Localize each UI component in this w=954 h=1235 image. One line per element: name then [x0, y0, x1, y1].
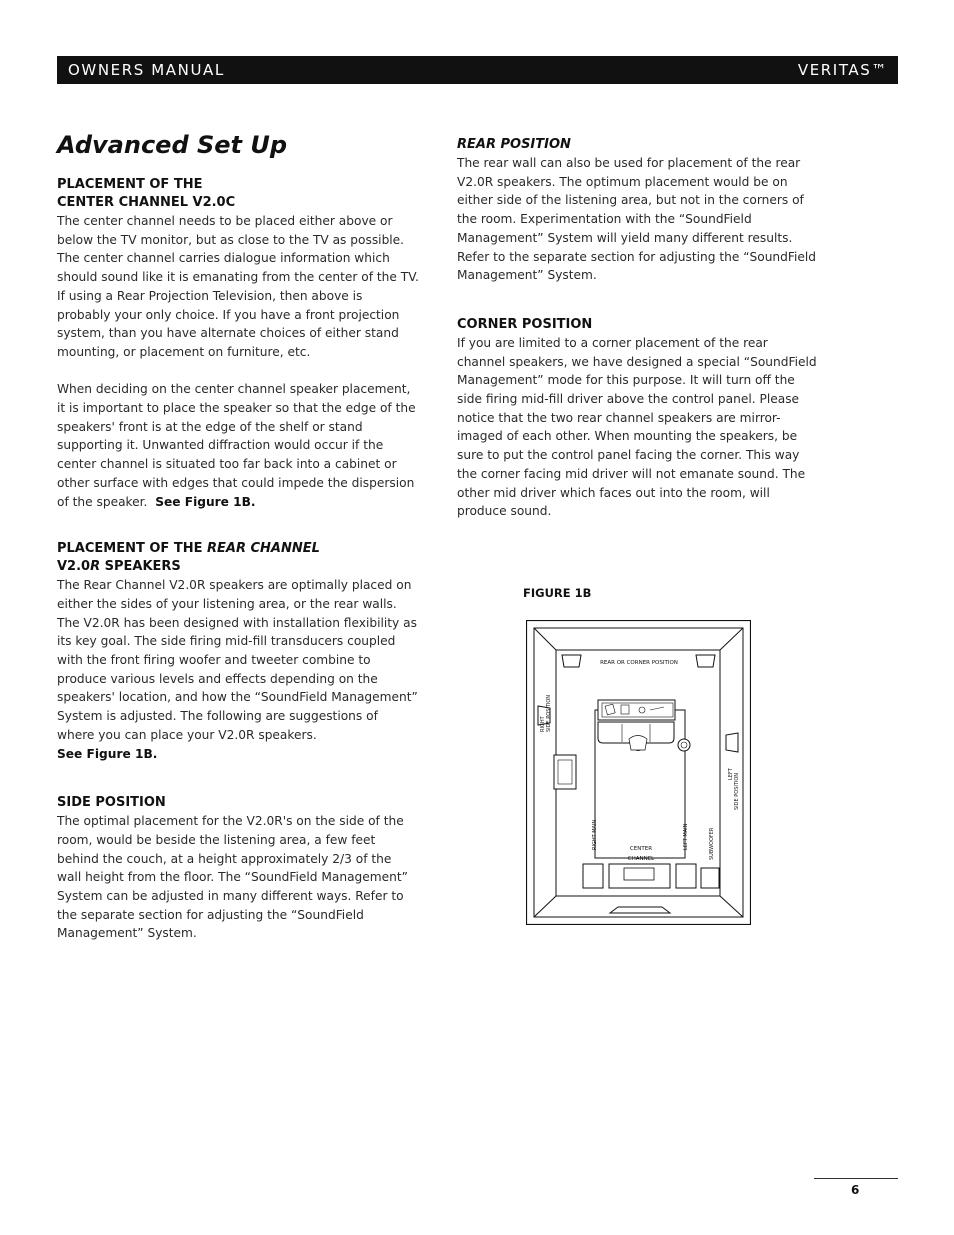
corner-position-para: If you are limited to a corner placement of the rear channel speakers, we have designed a special “SoundField Management” mode for this purpose. It will turn off the side firing mid-fill driver above the control panel. Please notice that the two rear channel speakers are mirror-imaged of each other. When mounting the speakers, be sure to put the control panel facing the corner. This way the corner facing mid driver will not emanate sound. The other mid driver which faces out into the room, will produce sound.	[457, 335, 817, 519]
header-brand-label: VERITAS™	[797, 61, 888, 79]
header-bar	[57, 56, 898, 84]
console-item-icon	[621, 705, 629, 714]
rear-position-para: The rear wall can also be used for placement of the rear V2.0R speakers. The optimum placement would be on either side of the listening area, but not in the corners of the room. Experimentation with the “SoundField Management” System will yield many different results. Refer to the separate section for adjusting the “SoundField Management” System.	[457, 156, 817, 283]
left-main-speaker-icon	[676, 864, 696, 888]
side-position-heading: SIDE POSITION	[57, 795, 166, 811]
plant-icon	[678, 739, 690, 751]
left-side-label-1: LEFT	[728, 768, 734, 780]
center-label-1: CENTER	[629, 846, 653, 852]
page-number: 6	[851, 1183, 860, 1197]
footer-rule	[814, 1178, 898, 1179]
center-channel-para1: The center channel needs to be placed either above or below the TV monitor, but as close to the TV as possible. The center channel carries dialogue information which should sound like it is emanating from the center of the TV. If using a Rear Projection Television, then above is probably your only choice. If you have a front projection system, than you have alternate choices of either stand mounting, or placement on furniture, etc.	[57, 214, 419, 359]
subwoofer-label: SUBWOOFER	[709, 827, 715, 860]
left-main-label: LEFT MAIN	[683, 823, 689, 850]
rear-channel-heading-a: PLACEMENT OF THE	[57, 541, 207, 557]
right-side-label-1: RIGHT	[540, 716, 546, 732]
rear-channel-heading-b: REAR CHANNEL	[207, 541, 320, 557]
front-door-icon	[610, 907, 670, 913]
console-item-icon	[639, 707, 645, 713]
side-position-para: The optimal placement for the V2.0R's on the side of the room, would be beside the listening area, a few feet behind the couch, at a height approximately 2/3 of the wall height from the floor. The “SoundField Management” System can be adjusted in many different ways. Refer to the separate section for adjusting the “SoundField Management” System.	[57, 814, 408, 941]
rear-channel-para-text: The Rear Channel V2.0R speakers are optimally placed on either the sides of your listening area, or the rear walls. The V2.0R has been designed with installation flexibility as its key goal. The side firing mid-fill transducers coupled with the front firing woofer and tweeter combine to produce various levels and effects depending on the speakers' location, and how the “SoundField Management” System is adjusted. The following are suggestions of where you can place your V2.0R speakers.	[57, 578, 418, 742]
room-layout-figure	[526, 620, 751, 925]
rear-channel-heading-c: V2.0	[57, 559, 91, 575]
page-title: Advanced Set Up	[57, 131, 288, 159]
corner-position-heading: CORNER POSITION	[457, 316, 593, 332]
center-channel-para2-text: When deciding on the center channel speaker placement, it is important to place the speaker so that the edge of the speakers' front is at the edge of the shelf or stand supporting it. Unwanted diffraction would occur if the center channel is situated too far back into a cabinet or other surface with edges that could impede the dispersion of the speaker.	[57, 382, 416, 509]
rear-or-corner-label: REAR OR CORNER POSITION	[600, 660, 678, 666]
left-side-label-2: SIDE POSITION	[734, 772, 740, 810]
rear-position-heading: REAR POSITION	[457, 137, 571, 152]
center-channel-speaker-icon	[624, 868, 654, 880]
rear-channel-para	[57, 576, 419, 763]
figure-label: FIGURE 1B	[523, 586, 592, 600]
center-channel-heading	[57, 176, 419, 212]
rear-channel-figure-ref: See Figure 1B.	[57, 746, 158, 761]
center-label-2: CHANNEL	[627, 856, 655, 862]
subwoofer-icon	[701, 868, 719, 888]
left-column	[57, 176, 419, 943]
left-side-speaker-icon	[726, 733, 738, 752]
center-heading-line2: CENTER CHANNEL V2.0C	[57, 195, 236, 210]
right-main-speaker-icon	[583, 864, 603, 888]
right-side-label-2: SIDE POSITION	[546, 694, 552, 732]
listener-body-icon	[629, 736, 647, 751]
rear-channel-heading-d: R	[90, 559, 101, 575]
center-heading-line1: PLACEMENT OF THE	[57, 177, 203, 192]
rear-right-speaker-icon	[696, 655, 715, 667]
rear-left-speaker-icon	[562, 655, 581, 667]
right-main-label: RIGHT MAIN	[592, 819, 598, 850]
right-column	[457, 136, 819, 521]
center-figure-ref: See Figure 1B.	[155, 494, 256, 509]
header-manual-label: OWNERS MANUAL	[68, 61, 225, 79]
rear-channel-heading-e: SPEAKERS	[100, 559, 181, 575]
rear-channel-heading	[57, 540, 419, 576]
center-channel-para2	[57, 380, 419, 511]
side-chair-inner-icon	[558, 760, 572, 784]
